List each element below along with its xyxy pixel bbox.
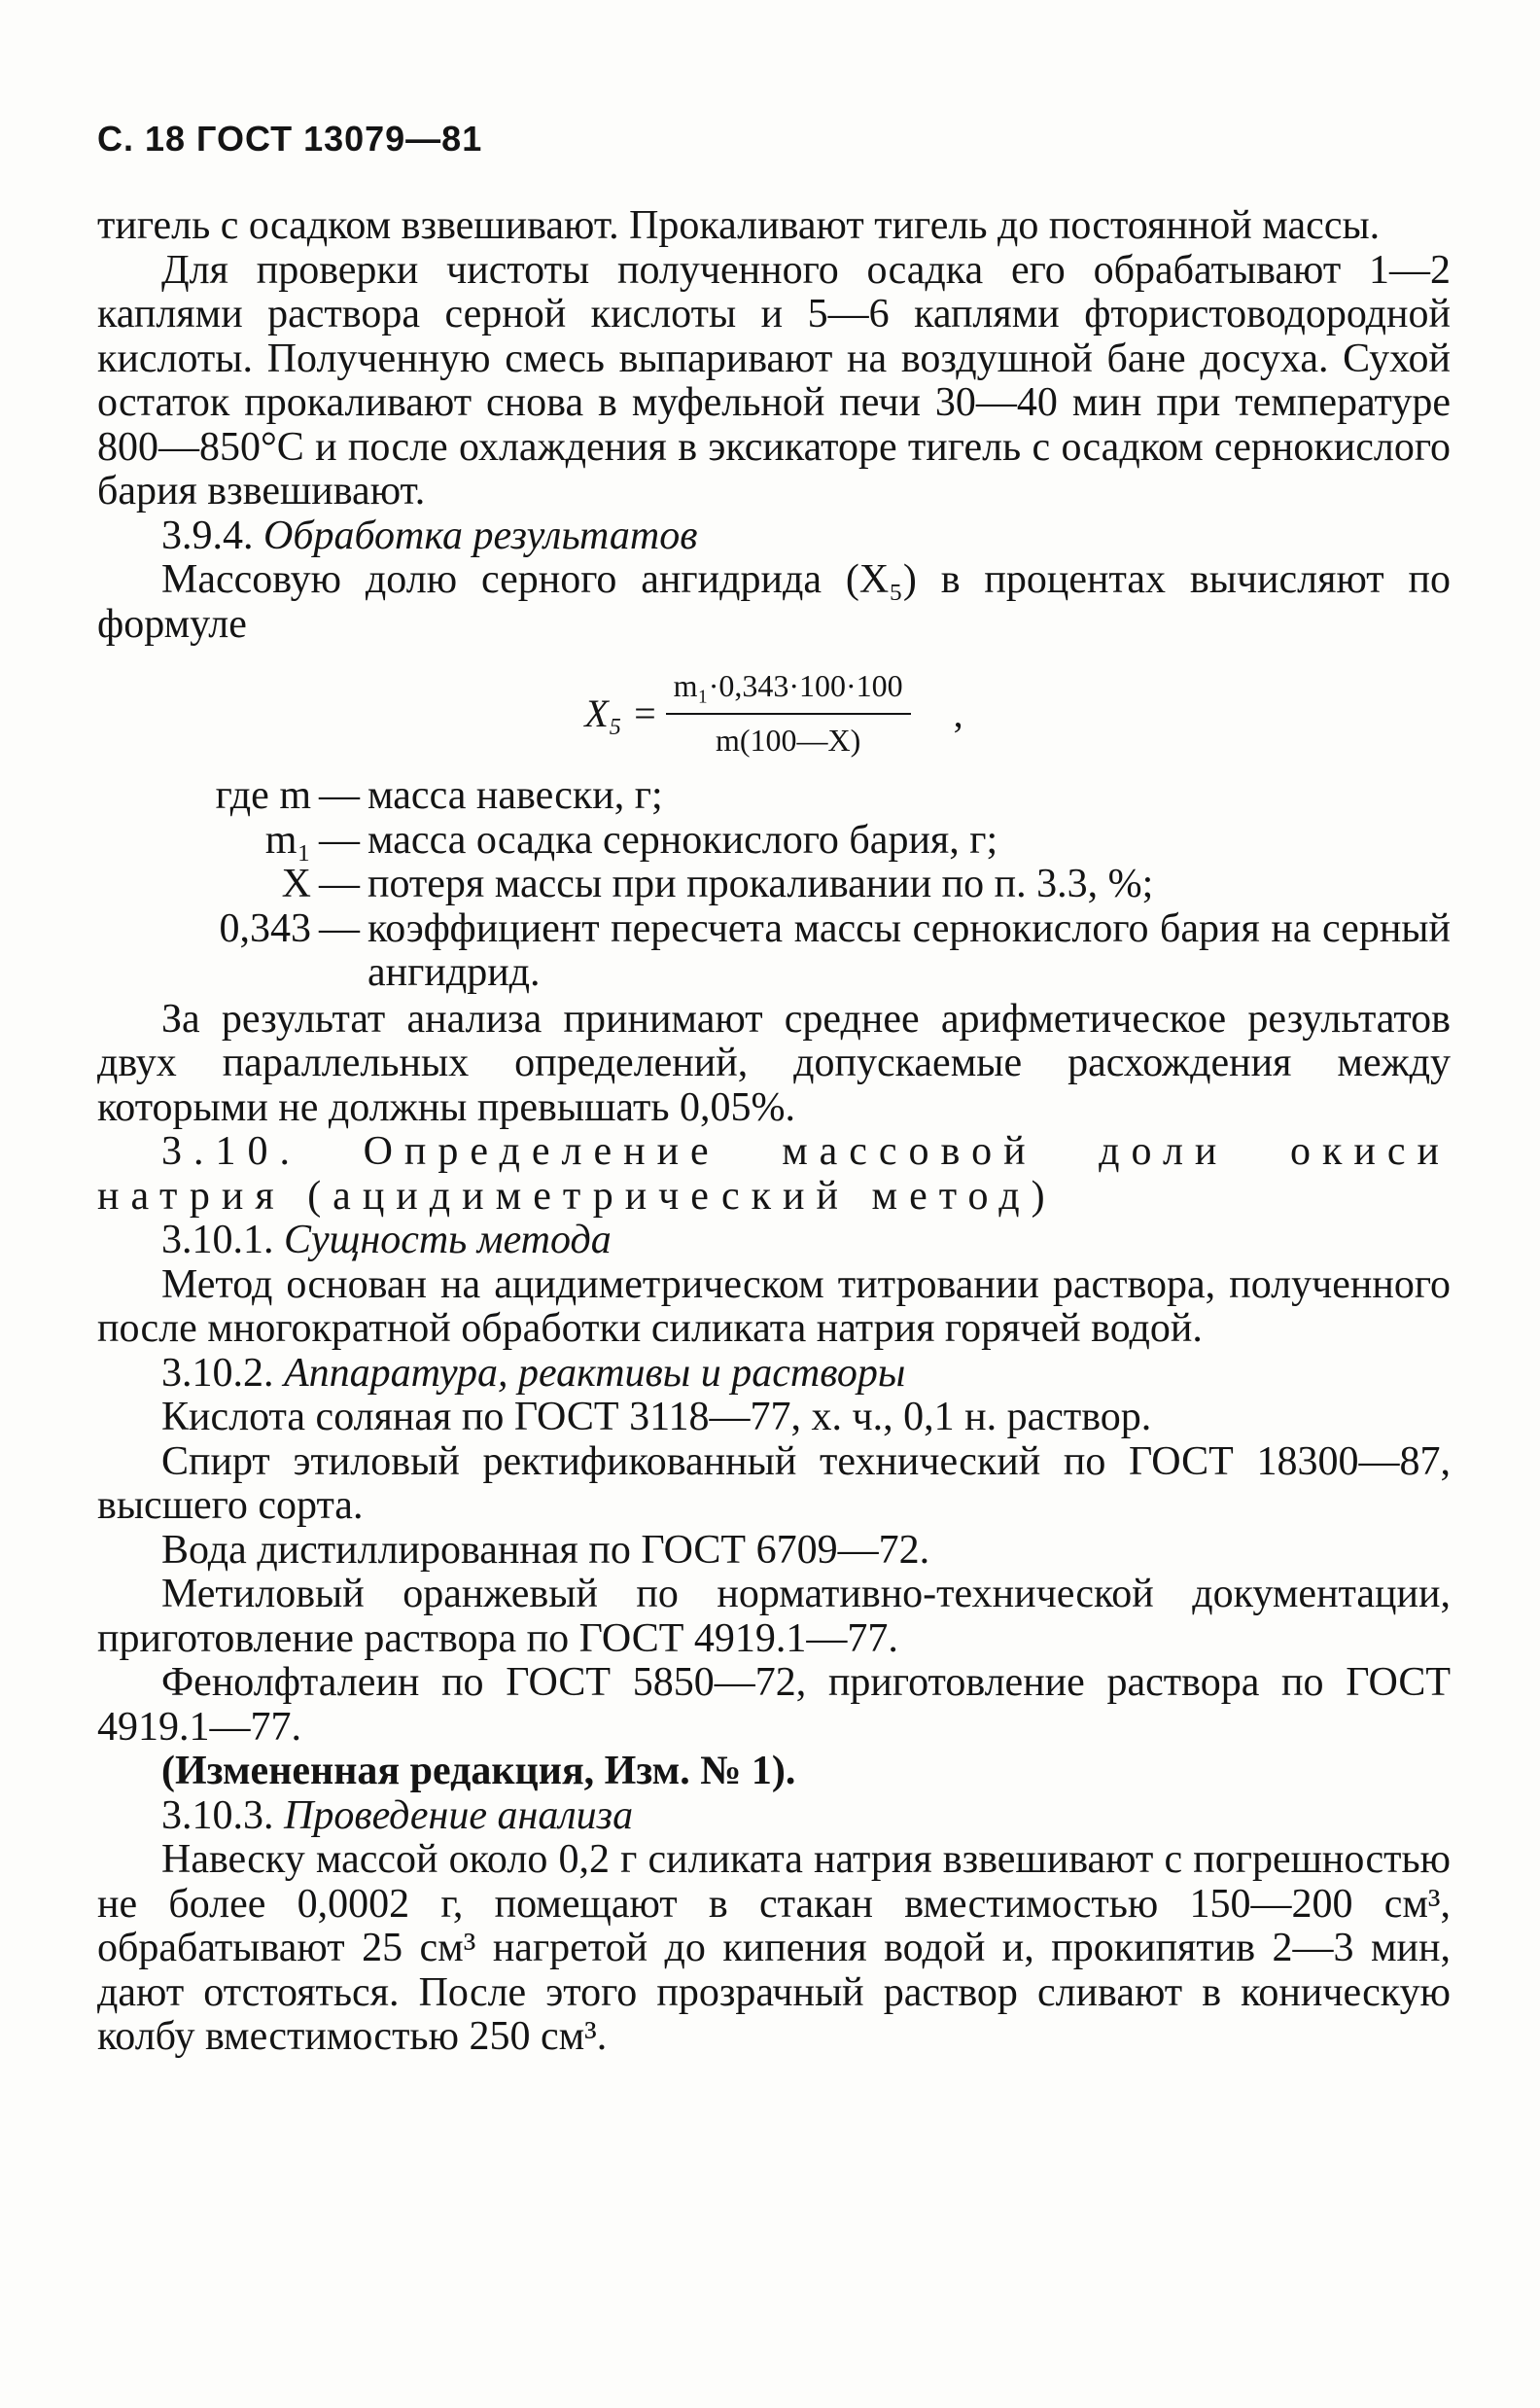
section-title: Обработка результатов (263, 513, 698, 558)
section-number: 3.10.1. (161, 1218, 274, 1262)
paragraph-method-essence: Метод основан на ацидиметрическом титровании раствора, полученного после многократной обработки силиката натрия горячей водой. (97, 1261, 1451, 1351)
section-3-10-1-heading (97, 1219, 1451, 1263)
formula-fraction (666, 664, 911, 762)
paragraph-methyl-orange: Метиловый оранжевый по нормативно-технической документации, приготовление раствора по ГОСТ 4919.1—77. (97, 1572, 1451, 1661)
paragraph-analysis-procedure: Навеску массой около 0,2 г силиката натрия взвешивают с погрешностью не более 0,0002 г, помещают в стакан вместимостью 150—200 см³, обрабатывают 25 см³ нагретой до кипения водой и, прокипятив 2—3 мин, дают отстояться. После этого прозрачный раствор сливают в коническую колбу вместимостью 250 см³. (97, 1837, 1451, 2059)
section-3-9-4-heading (97, 514, 1451, 559)
section-3-10-2-heading (97, 1352, 1451, 1397)
definition-text: масса навески, г; (368, 773, 663, 818)
page-header: С. 18 ГОСТ 13079—81 (97, 119, 483, 159)
section-title: Сущность метода (284, 1218, 612, 1262)
formula-x5 (97, 664, 1451, 762)
paragraph-result-average: За результат анализа принимают среднее арифметическое результатов двух параллельных определений, допускаемые расхождения между которыми не должны превышать 0,05%. (97, 996, 1451, 1130)
section-number: 3.9.4. (161, 513, 254, 558)
section-number: 3.10.3. (161, 1792, 274, 1838)
definition-symbol: где m (215, 773, 311, 818)
formula-comma: , (953, 691, 963, 735)
section-title: Проведение анализа (284, 1792, 634, 1838)
definition-row: где m — масса навески, г; (97, 774, 1451, 819)
definition-row: X — потеря массы при прокаливании по п. 3.3, %; (97, 863, 1451, 907)
formula-definitions (97, 774, 1451, 996)
formula-denominator: m(100—X) (716, 722, 861, 758)
section-3-10-heading: 3.10. Определение массовой доли окиси натрия (ацидиметрический метод) (97, 1129, 1451, 1219)
paragraph-formula-intro: Массовую долю серного ангидрида (X₅) в процентах вычисляют по формуле (97, 557, 1451, 647)
formula-numerator: m₁·0,343·100·100 (666, 664, 911, 715)
amendment-note: (Измененная редакция, Изм. № 1). (161, 1749, 796, 1793)
section-title: Аппаратура, реактивы и растворы (284, 1350, 906, 1396)
definition-text: коэффициент пересчета массы сернокислого бария на серный ангидрид. (368, 905, 1451, 995)
definition-text: масса осадка сернокислого бария, г; (368, 817, 998, 863)
formula-lhs: X₅ = (584, 691, 658, 735)
paragraph-hydrochloric-acid: Кислота соляная по ГОСТ 3118—77, х. ч., 0,1 н. раствор. (161, 1395, 1152, 1439)
paragraph-ethyl-alcohol: Спирт этиловый ректификованный технический по ГОСТ 18300—87, высшего сорта. (97, 1438, 1451, 1528)
document-body (97, 204, 1451, 2060)
definition-row: m₁ — масса осадка сернокислого бария, г; (97, 819, 1451, 864)
section-number: 3.10.2. (161, 1350, 274, 1396)
paragraph-phenolphthalein: Фенолфталеин по ГОСТ 5850—72, приготовление раствора по ГОСТ 4919.1—77. (97, 1660, 1451, 1750)
section-3-10-3-heading (97, 1794, 1451, 1839)
definition-row: 0,343 — коэффициент пересчета массы сернокислого бария на серный ангидрид. (97, 907, 1451, 996)
definition-symbol: m₁ (264, 817, 311, 863)
definition-text: потеря массы при прокаливании по п. 3.3, %; (368, 862, 1154, 906)
paragraph-distilled-water: Вода дистиллированная по ГОСТ 6709—72. (161, 1527, 930, 1573)
paragraph-crucible-weighing: тигель с осадком взвешивают. Прокаливают тигель до постоянной массы. (97, 203, 1381, 248)
definition-symbol: X (281, 862, 311, 906)
definition-symbol: 0,343 (219, 905, 311, 951)
paragraph-purity-check: Для проверки чистоты полученного осадка его обрабатывают 1—2 каплями раствора серной кислоты и 5—6 каплями фтористоводородной кислоты. Полученную смесь выпаривают на воздушной бане досуха. Сухой остаток прокаливают снова в муфельной печи 30—40 мин при температуре 800—850°С и после охлаждения в эксикаторе тигель с осадком сернокислого бария взвешивают. (97, 247, 1451, 513)
